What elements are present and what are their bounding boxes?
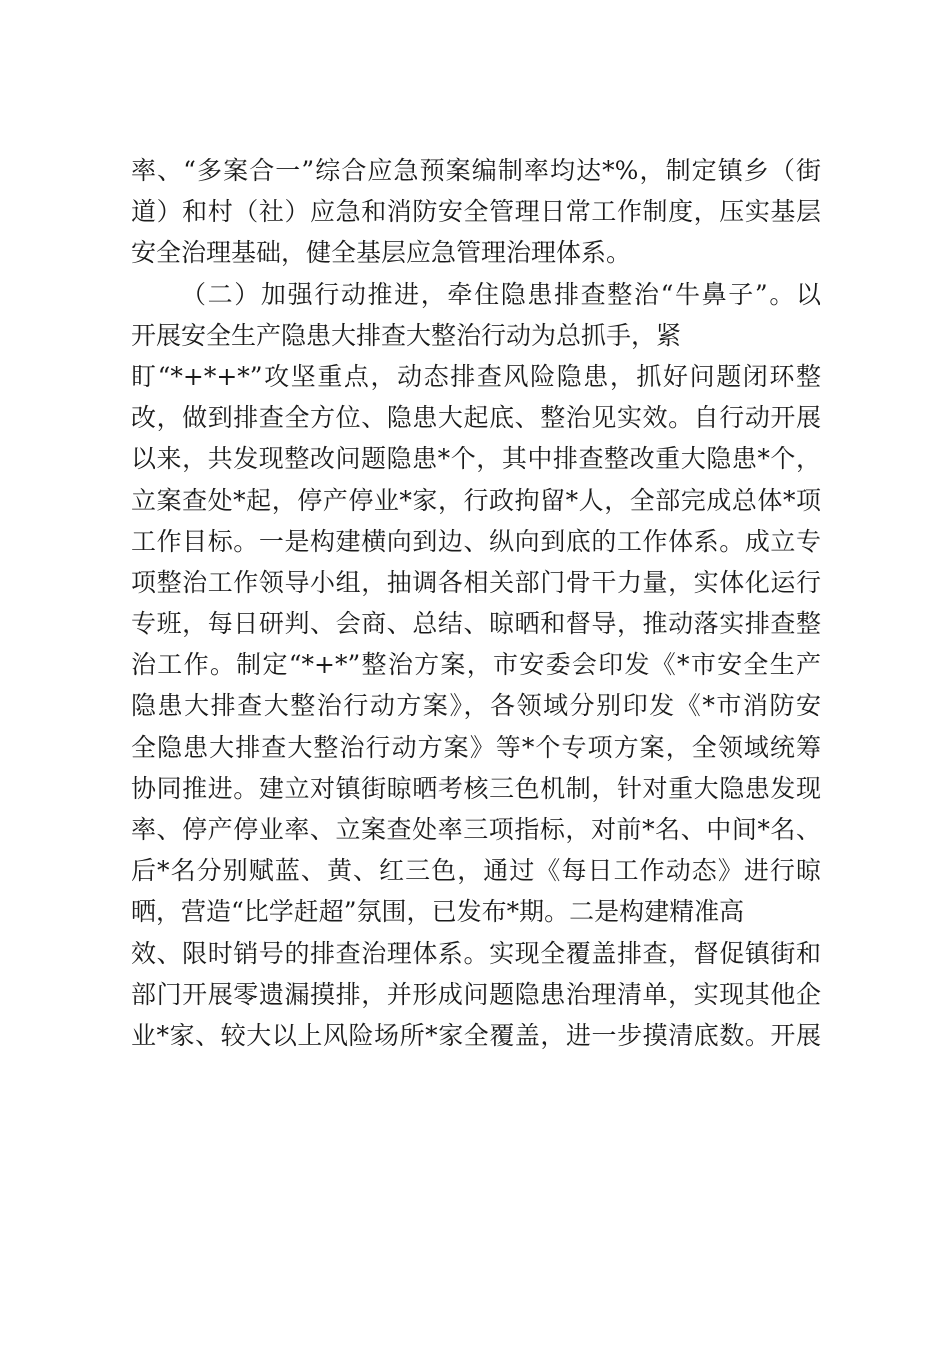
text-line: 道）和村（社）应急和消防安全管理日常工作制度，压实基层 xyxy=(131,197,821,227)
text-line: 协同推进。建立对镇街晾晒考核三色机制，针对重大隐患发现 xyxy=(131,773,821,803)
body-text xyxy=(131,150,821,1056)
text-line: 率、“多案合一”综合应急预案编制率均达*%，制定镇乡（街 xyxy=(131,156,821,185)
text-line: 开展安全生产隐患大排查大整治行动为总抓手，紧 xyxy=(131,320,682,350)
text-line: 部门开展零遗漏摸排，并形成问题隐患治理清单，实现其他企 xyxy=(131,979,821,1009)
text-line: 业*家、较大以上风险场所*家全覆盖，进一步摸清底数。开展 xyxy=(131,1020,821,1050)
text-line: 盯“*+*+*”攻坚重点，动态排查风险隐患，抓好问题闭环整 xyxy=(131,361,821,391)
text-line: 安全治理基础，健全基层应急管理治理体系。 xyxy=(131,238,632,268)
text-line: 立案查处*起，停产停业*家，行政拘留*人，全部完成总体*项 xyxy=(131,485,821,515)
text-line: 隐患大排查大整治行动方案》，各领域分别印发《*市消防安 xyxy=(131,691,821,721)
text-line: 工作目标。一是构建横向到边、纵向到底的工作体系。成立专 xyxy=(131,526,821,556)
text-line: 效、限时销号的排查治理体系。实现全覆盖排查，督促镇街和 xyxy=(131,938,821,968)
text-line: 全隐患大排查大整治行动方案》等*个专项方案，全领域统筹 xyxy=(131,732,821,762)
paragraph-heading-line: （二）加强行动推进，牵住隐患排查整治“牛鼻子”。以 xyxy=(181,279,821,309)
text-line: 率、停产停业率、立案查处率三项指标，对前*名、中间*名、 xyxy=(131,815,821,844)
text-line: 专班，每日研判、会商、总结、晾晒和督导，推动落实排查整 xyxy=(131,609,821,639)
text-line: 治工作。制定“*+*”整治方案，市安委会印发《*市安全生产 xyxy=(131,650,821,680)
text-line: 晒，营造“比学赶超”氛围，已发布*期。二是构建精准高 xyxy=(131,897,745,927)
text-line: 项整治工作领导小组，抽调各相关部门骨干力量，实体化运行 xyxy=(131,567,821,597)
text-line: 后*名分别赋蓝、黄、红三色，通过《每日工作动态》进行晾 xyxy=(131,856,821,886)
text-line: 改，做到排查全方位、隐患大起底、整治见实效。自行动开展 xyxy=(131,403,821,433)
text-line: 以来，共发现整改问题隐患*个，其中排查整改重大隐患*个， xyxy=(131,444,821,474)
